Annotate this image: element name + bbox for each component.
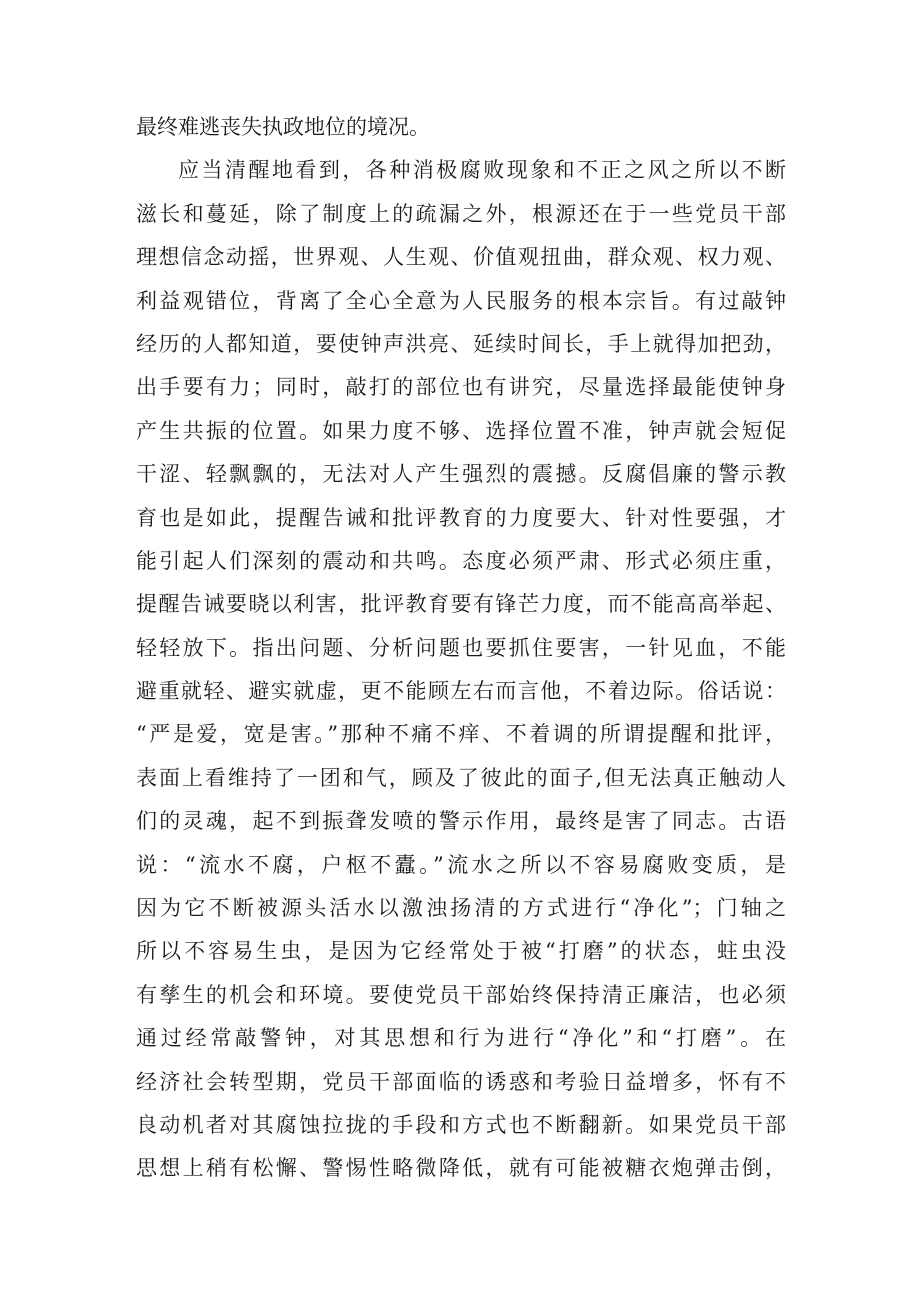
text-line: 理想信念动摇，世界观、人生观、价值观扭曲，群众观、权力观、 [136,245,786,270]
text-line: 说：“流水不腐，户枢不蠹。”流水之所以不容易腐败变质，是 [136,852,786,877]
text-line: 通过经常敲警钟，对其思想和行为进行“净化”和“打磨”。在 [136,1026,786,1051]
text-line: 提醒告诫要晓以利害，批评教育要有锋芒力度，而不能高高举起、 [136,592,786,617]
text-line: 产生共振的位置。如果力度不够、选择位置不准，钟声就会短促 [136,418,786,443]
text-line: 经历的人都知道，要使钟声洪亮、延续时间长，手上就得加把劲， [136,331,786,356]
text-line: 因为它不断被源头活水以激浊扬清的方式进行“净化”；门轴之 [136,896,786,921]
text-line: 表面上看维持了一团和气，顾及了彼此的面子,但无法真正触动人 [136,765,786,790]
text-line: 避重就轻、避实就虚，更不能顾左右而言他，不着边际。俗话说： [136,679,786,704]
text-line: 干涩、轻飘飘的，无法对人产生强烈的震撼。反腐倡廉的警示教 [136,462,786,487]
text-line: 利益观错位，背离了全心全意为人民服务的根本宗旨。有过敲钟 [136,288,786,313]
text-line: 们的灵魂，起不到振聋发喷的警示作用，最终是害了同志。古语 [136,809,786,834]
text-line: 育也是如此，提醒告诫和批评教育的力度要大、针对性要强，才 [136,505,786,530]
text-line: 轻轻放下。指出问题、分析问题也要抓住要害，一针见血，不能 [136,635,786,660]
text-line: 所以不容易生虫，是因为它经常处于被“打磨”的状态，蛀虫没 [136,939,786,964]
text-line: “严是爱，宽是害。”那种不痛不痒、不着调的所谓提醒和批评， [136,722,786,747]
text-line: 滋长和蔓延，除了制度上的疏漏之外，根源还在于一些党员干部 [136,201,786,226]
text-line: 良动机者对其腐蚀拉拢的手段和方式也不断翻新。如果党员干部 [136,1112,786,1137]
body-text [136,106,786,1191]
text-line: 最终难逃丧失执政地位的境况。 [136,115,430,139]
text-line: 思想上稍有松懈、警惕性略微降低，就有可能被糖衣炮弹击倒， [136,1156,786,1181]
text-line: 应当清醒地看到，各种消极腐败现象和不正之风之所以不断 [178,158,786,183]
text-line: 经济社会转型期，党员干部面临的诱惑和考验日益增多，怀有不 [136,1069,786,1094]
text-line: 有孳生的机会和环境。要使党员干部始终保持清正廉洁，也必须 [136,982,786,1007]
text-line: 出手要有力；同时，敲打的部位也有讲究，尽量选择最能使钟身 [136,375,786,400]
text-line: 能引起人们深刻的震动和共鸣。态度必须严肃、形式必须庄重， [136,548,786,573]
